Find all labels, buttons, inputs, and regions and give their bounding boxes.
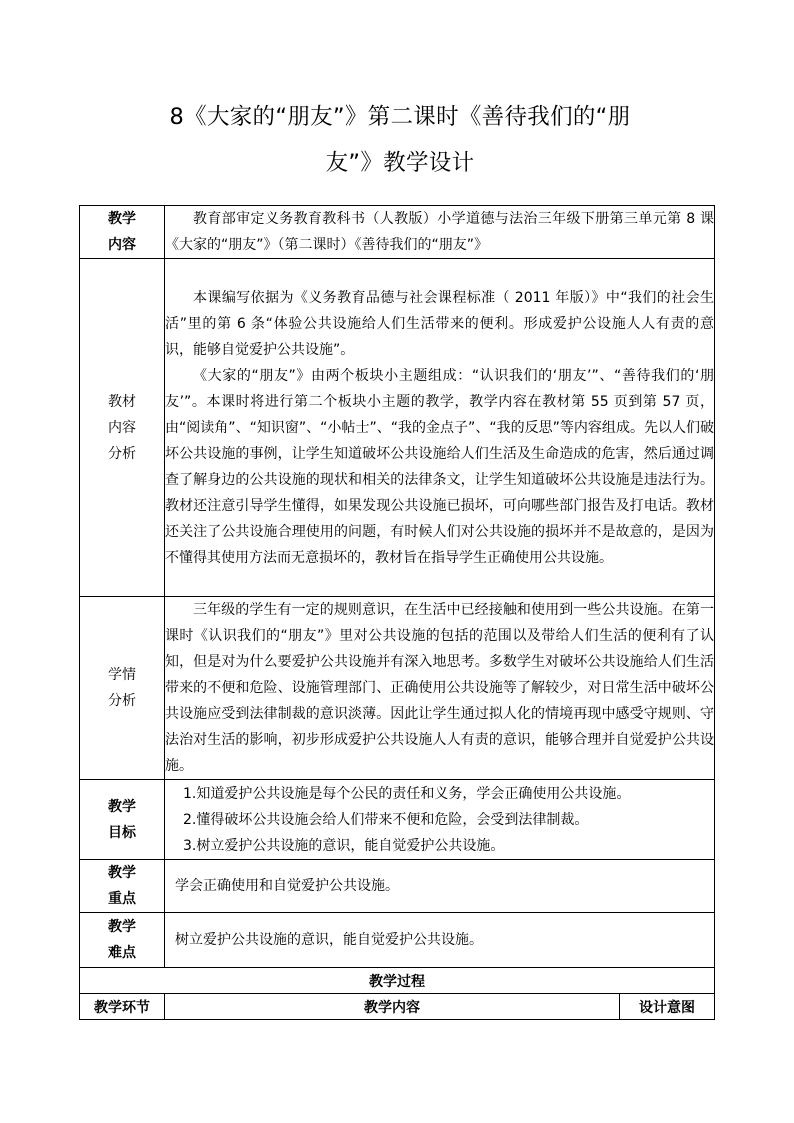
goal-item: 2.懂得破坏公共设施会给人们带来不便和危险，会受到法律制裁。 xyxy=(183,811,589,828)
document-title xyxy=(100,94,700,186)
cell-key-points xyxy=(165,860,715,913)
title-line-2: 友”》教学设计 xyxy=(325,150,475,176)
row-teaching-goals xyxy=(80,780,715,860)
title-line-1: 8《大家的“朋友”》第二课时《善待我们的“朋 xyxy=(169,104,631,130)
row-textbook-analysis xyxy=(80,259,715,597)
textbook-analysis-paragraph-2: 《大家的“朋友”》由两个板块小主题组成：“认识我们的‘朋友’”、“善待我们的‘朋友’”。本课时将进行第二个板块小主题的教学，教学内容在教材第 55 页到第 57 页，由“阅读角”、“知识窗”、“小帖士”、“我的金点子”、“我的反思”等内容组成。先以人们破坏公共设施的事例，让学生知道破坏公共设施给人们生活及生命造成的危害，然后通过调查了解身边的公共设施的现状和相关的法律条文，让学生知道破坏公共设施是违法行为。教材还注意引导学生懂得，如果发现公共设施已损坏，可向哪些部门报告及打电话。教材还关注了公共设施合理使用的问题，有时候人们对公共设施的损坏并不是故意的，是因为不懂得其使用方法而无意损坏的，教材旨在指导学生正确使用公共设施。 xyxy=(165,367,715,566)
label-key-points: 教学 重点 xyxy=(80,860,165,913)
column-header-intent: 设计意图 xyxy=(620,994,715,1020)
row-learner-analysis xyxy=(80,597,715,780)
process-header: 教学过程 xyxy=(80,968,715,994)
textbook-analysis-paragraph-1: 本课编写依据为《义务教育品德与社会课程标准（ 2011 年版）》中“我们的社会生活”里的第 6 条“体验公共设施给人们生活带来的便利。形成爱护公设施人人有责的意识，能够自觉爱护公共设施”。 xyxy=(165,289,715,358)
teaching-content-text: 教育部审定义务教育教科书（人教版）小学道德与法治三年级下册第三单元第 8 课《大家的“朋友”》（第二课时）《善待我们的“朋友”》 xyxy=(165,211,715,253)
cell-teaching-goals xyxy=(165,780,715,860)
cell-learner-analysis xyxy=(165,597,715,780)
row-key-points xyxy=(80,860,715,913)
label-difficulties: 教学 难点 xyxy=(80,913,165,968)
cell-difficulties xyxy=(165,913,715,968)
difficulties-text: 树立爱护公共设施的意识，能自觉爱护公共设施。 xyxy=(175,932,483,948)
key-points-text: 学会正确使用和自觉爱护公共设施。 xyxy=(175,878,399,894)
row-process-columns xyxy=(80,994,715,1020)
lesson-plan-table xyxy=(79,205,715,1020)
goal-item: 1.知道爱护公共设施是每个公民的责任和义务，学会正确使用公共设施。 xyxy=(183,785,631,802)
goal-item: 3.树立爱护公共设施的意识，能自觉爱护公共设施。 xyxy=(183,837,505,854)
cell-textbook-analysis xyxy=(165,259,715,597)
label-teaching-goals: 教学 目标 xyxy=(80,780,165,860)
cell-teaching-content xyxy=(165,206,715,259)
label-teaching-content: 教学 内容 xyxy=(80,206,165,259)
label-learner-analysis: 学情 分析 xyxy=(80,597,165,780)
row-teaching-content xyxy=(80,206,715,259)
row-difficulties xyxy=(80,913,715,968)
label-textbook-analysis: 教材 内容 分析 xyxy=(80,259,165,597)
learner-analysis-text: 三年级的学生有一定的规则意识，在生活中已经接触和使用到一些公共设施。在第一课时《认识我们的“朋友”》里对公共设施的包括的范围以及带给人们生活的便利有了认知，但是对为什么要爱护公共设施并有深入地思考。多数学生对破坏公共设施给人们生活带来的不便和危险、设施管理部门、正确使用公共设施等了解较少，对日常生活中破坏公共设施应受到法律制裁的意识淡薄。因此让学生通过拟人化的情境再现中感受守规则、守法治对生活的影响，初步形成爱护公共设施人人有责的意识，能够合理并自觉爱护公共设施。 xyxy=(165,602,715,774)
row-process-header xyxy=(80,968,715,994)
column-header-content: 教学内容 xyxy=(165,994,620,1020)
column-header-step: 教学环节 xyxy=(80,994,165,1020)
